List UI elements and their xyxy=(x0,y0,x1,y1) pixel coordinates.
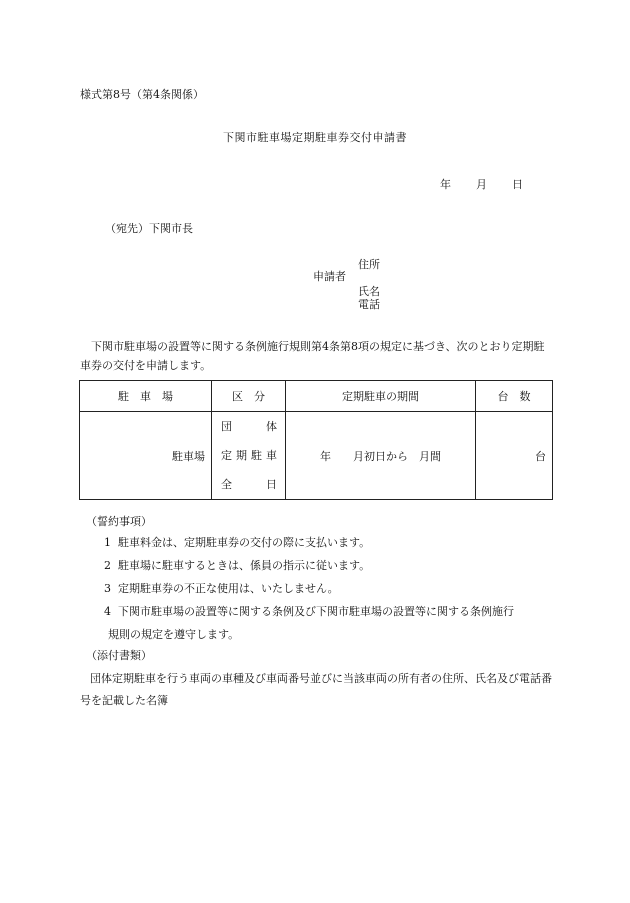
pledge-item: 2 駐車場に駐車するときは、係員の指示に従います。 xyxy=(104,559,371,572)
parking-lot-suffix: 駐車場 xyxy=(172,449,205,463)
parking-lot-field[interactable] xyxy=(80,412,212,500)
category-group[interactable]: 団 体 xyxy=(221,420,277,433)
date-month: 月 xyxy=(476,178,487,191)
count-field[interactable] xyxy=(476,412,553,500)
date-day: 日 xyxy=(512,178,523,191)
applicant-name-label: 氏名 xyxy=(358,285,380,298)
count-suffix: 台 xyxy=(535,449,546,463)
header-parking-lot: 駐 車 場 xyxy=(80,381,212,412)
application-table xyxy=(79,380,553,500)
pledge-heading: （誓約事項） xyxy=(86,515,152,528)
attachments-heading: （添付書類） xyxy=(86,649,152,662)
category-regular[interactable]: 定 期 駐 車 xyxy=(221,449,277,462)
pledge-item: 1 駐車料金は、定期駐車券の交付の際に支払います。 xyxy=(104,536,371,549)
pledge-item: 3 定期駐車券の不正な使用は、いたしません。 xyxy=(104,582,339,595)
header-category: 区 分 xyxy=(212,381,286,412)
period-field[interactable]: 年 月初日から 月間 xyxy=(286,412,476,500)
addressee: （宛先）下関市長 xyxy=(105,222,193,235)
date-line xyxy=(440,176,523,192)
applicant-address-label: 住所 xyxy=(358,258,380,271)
category-all-day[interactable]: 全 日 xyxy=(221,478,277,491)
header-period: 定期駐車の期間 xyxy=(286,381,476,412)
category-options xyxy=(212,412,286,500)
header-count: 台 数 xyxy=(476,381,553,412)
applicant-label: 申請者 xyxy=(313,270,346,283)
pledge-item: 4 下関市駐車場の設置等に関する条例及び下関市駐車場の設置等に関する条例施行 xyxy=(104,605,514,618)
document-title: 下関市駐車場定期駐車券交付申請書 xyxy=(223,131,407,144)
applicant-phone-label: 電話 xyxy=(358,298,380,311)
intro-paragraph: 下関市駐車場の設置等に関する条例施行規則第4条第8項の規定に基づき、次のとおり定期駐車券の交付を申請します。 xyxy=(80,340,545,372)
attachments-text: 団体定期駐車を行う車両の車種及び車両番号並びに当該車両の所有者の住所、氏名及び電話番号を記載した名簿 xyxy=(80,672,552,707)
form-number: 様式第8号（第4条関係） xyxy=(80,88,204,101)
pledge-item-continuation: 規則の規定を遵守します。 xyxy=(108,628,240,641)
date-year: 年 xyxy=(440,178,451,191)
